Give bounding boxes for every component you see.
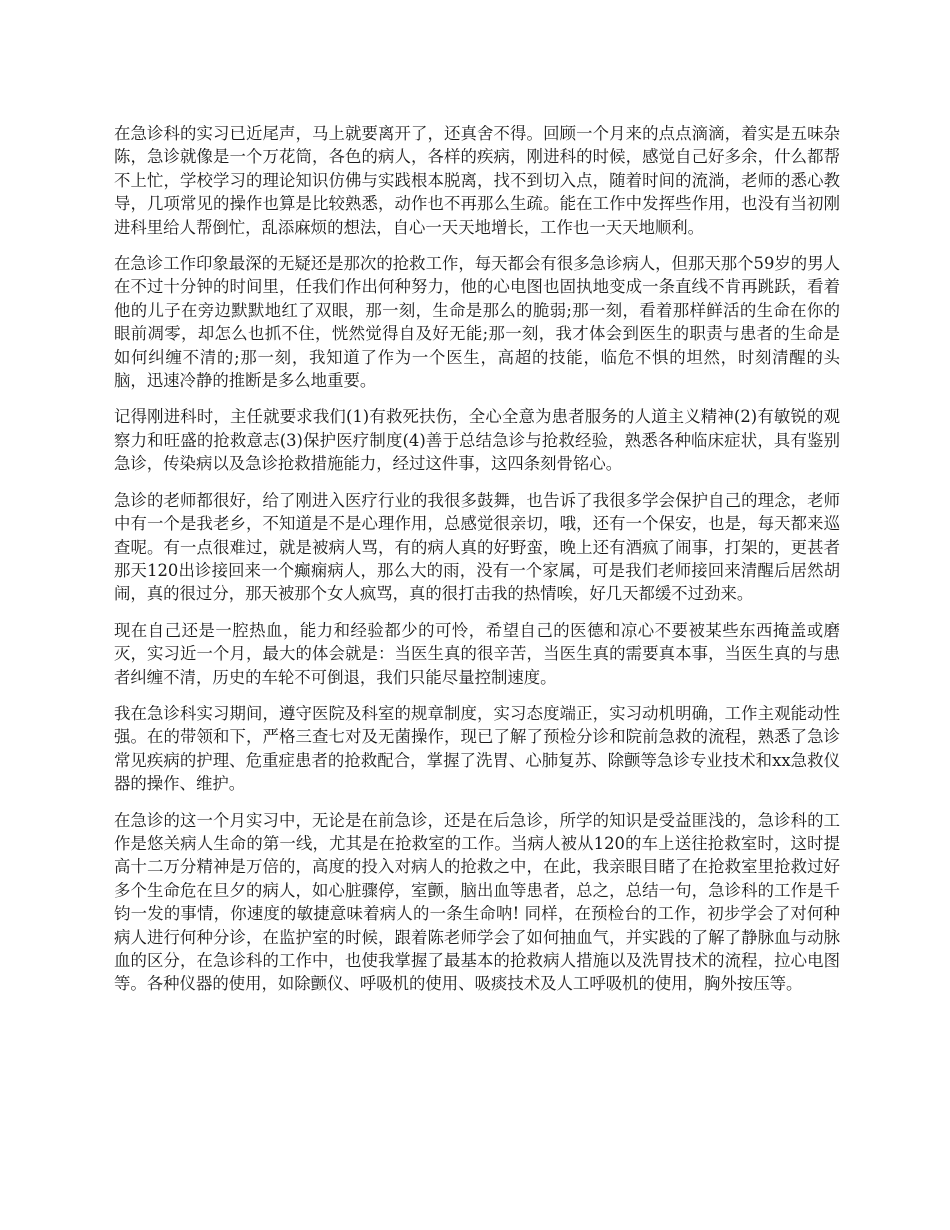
paragraph-2: 在急诊工作印象最深的无疑还是那次的抢救工作，每天都会有很多急诊病人，但那天那个59岁的男人在不过十分钟的时间里，任我们作出何种努力，他的心电图也固执地变成一条直线不肯再跳跃，看着他的儿子在旁边默默地红了双眼，那一刻，生命是那么的脆弱;那一刻，看着那样鲜活的生命在你的眼前凋零，却怎么也抓不住，恍然觉得自及好无能;那一刻，我才体会到医生的职责与患者的生命是如何纠缠不清的;那一刻，我知道了作为一个医生，高超的技能，临危不惧的坦然，时刻清醒的头脑，迅速冷静的推断是多么地重要。 bbox=[114, 254, 840, 391]
paragraph-4: 急诊的老师都很好，给了刚进入医疗行业的我很多鼓舞，也告诉了我很多学会保护自己的理念，老师中有一个是我老乡，不知道是不是心理作用，总感觉很亲切，哦，还有一个保安，也是，每天都来巡查呢。有一点很难过，就是被病人骂，有的病人真的好野蛮，晚上还有酒疯了闹事，打架的，更甚者那天120出诊接回来一个癫痫病人，那么大的雨，没有一个家属，可是我们老师接回来清醒后居然胡闹，真的很过分，那天被那个女人疯骂，真的很打击我的热情唉，好几天都缓不过劲来。 bbox=[114, 490, 840, 604]
paragraph-6: 我在急诊科实习期间，遵守医院及科室的规章制度，实习态度端正，实习动机明确，工作主观能动性强。在的带领和下，严格三查七对及无菌操作，现已了解了预检分诊和院前急救的流程，熟悉了急诊常见疾病的护理、危重症患者的抢救配合，掌握了洗胃、心肺复苏、除颤等急诊专业技术和xx急救仪器的操作、维护。 bbox=[114, 703, 840, 794]
paragraph-5: 现在自己还是一腔热血，能力和经验都少的可怜，希望自己的医德和凉心不要被某些东西掩盖或磨灭，实习近一个月，最大的体会就是：当医生真的很辛苦，当医生真的需要真本事，当医生真的与患者纠缠不清，历史的车轮不可倒退，我们只能尽量控制速度。 bbox=[114, 620, 840, 687]
document-body bbox=[114, 122, 840, 1009]
paragraph-3: 记得刚进科时，主任就要求我们(1)有救死扶伤，全心全意为患者服务的人道主义精神(2)有敏锐的观察力和旺盛的抢救意志(3)保护医疗制度(4)善于总结急诊与抢救经验，熟悉各种临床症状，具有鉴别急诊，传染病以及急诊抢救措施能力，经过这件事，这四条刻骨铭心。 bbox=[114, 407, 840, 474]
paragraph-7: 在急诊的这一个月实习中，无论是在前急诊，还是在后急诊，所学的知识是受益匪浅的，急诊科的工作是悠关病人生命的第一线，尤其是在抢救室的工作。当病人被从120的车上送往抢救室时，这时提高十二万分精神是万倍的，高度的投入对病人的抢救之中，在此，我亲眼目睹了在抢救室里抢救过好多个生命危在旦夕的病人，如心脏骤停，室颤，脑出血等患者，总之，总结一句，急诊科的工作是千钧一发的事情，你速度的敏捷意味着病人的一条生命呐! 同样，在预检台的工作，初步学会了对何种病人进行何种分诊，在监护室的时候，跟着陈老师学会了如何抽血气，并实践的了解了静脉血与动脉血的区分，在急诊科的工作中，也使我掌握了最基本的抢救病人措施以及洗胃技术的流程，拉心电图等。各种仪器的使用，如除颤仪、呼吸机的使用、吸痰技术及人工呼吸机的使用，胸外按压等。 bbox=[114, 810, 840, 994]
paragraph-1: 在急诊科的实习已近尾声，马上就要离开了，还真舍不得。回顾一个月来的点点滴滴，着实是五味杂陈，急诊就像是一个万花筒，各色的病人，各样的疾病，刚进科的时候，感觉自己好多余，什么都帮不上忙，学校学习的理论知识仿佛与实践根本脱离，找不到切入点，随着时间的流淌，老师的悉心教导，几项常见的操作也算是比较熟悉，动作也不再那么生疏。能在工作中发挥些作用，也没有当初刚进科里给人帮倒忙，乱添麻烦的想法，自心一天天地增长，工作也一天天地顺利。 bbox=[114, 124, 840, 237]
